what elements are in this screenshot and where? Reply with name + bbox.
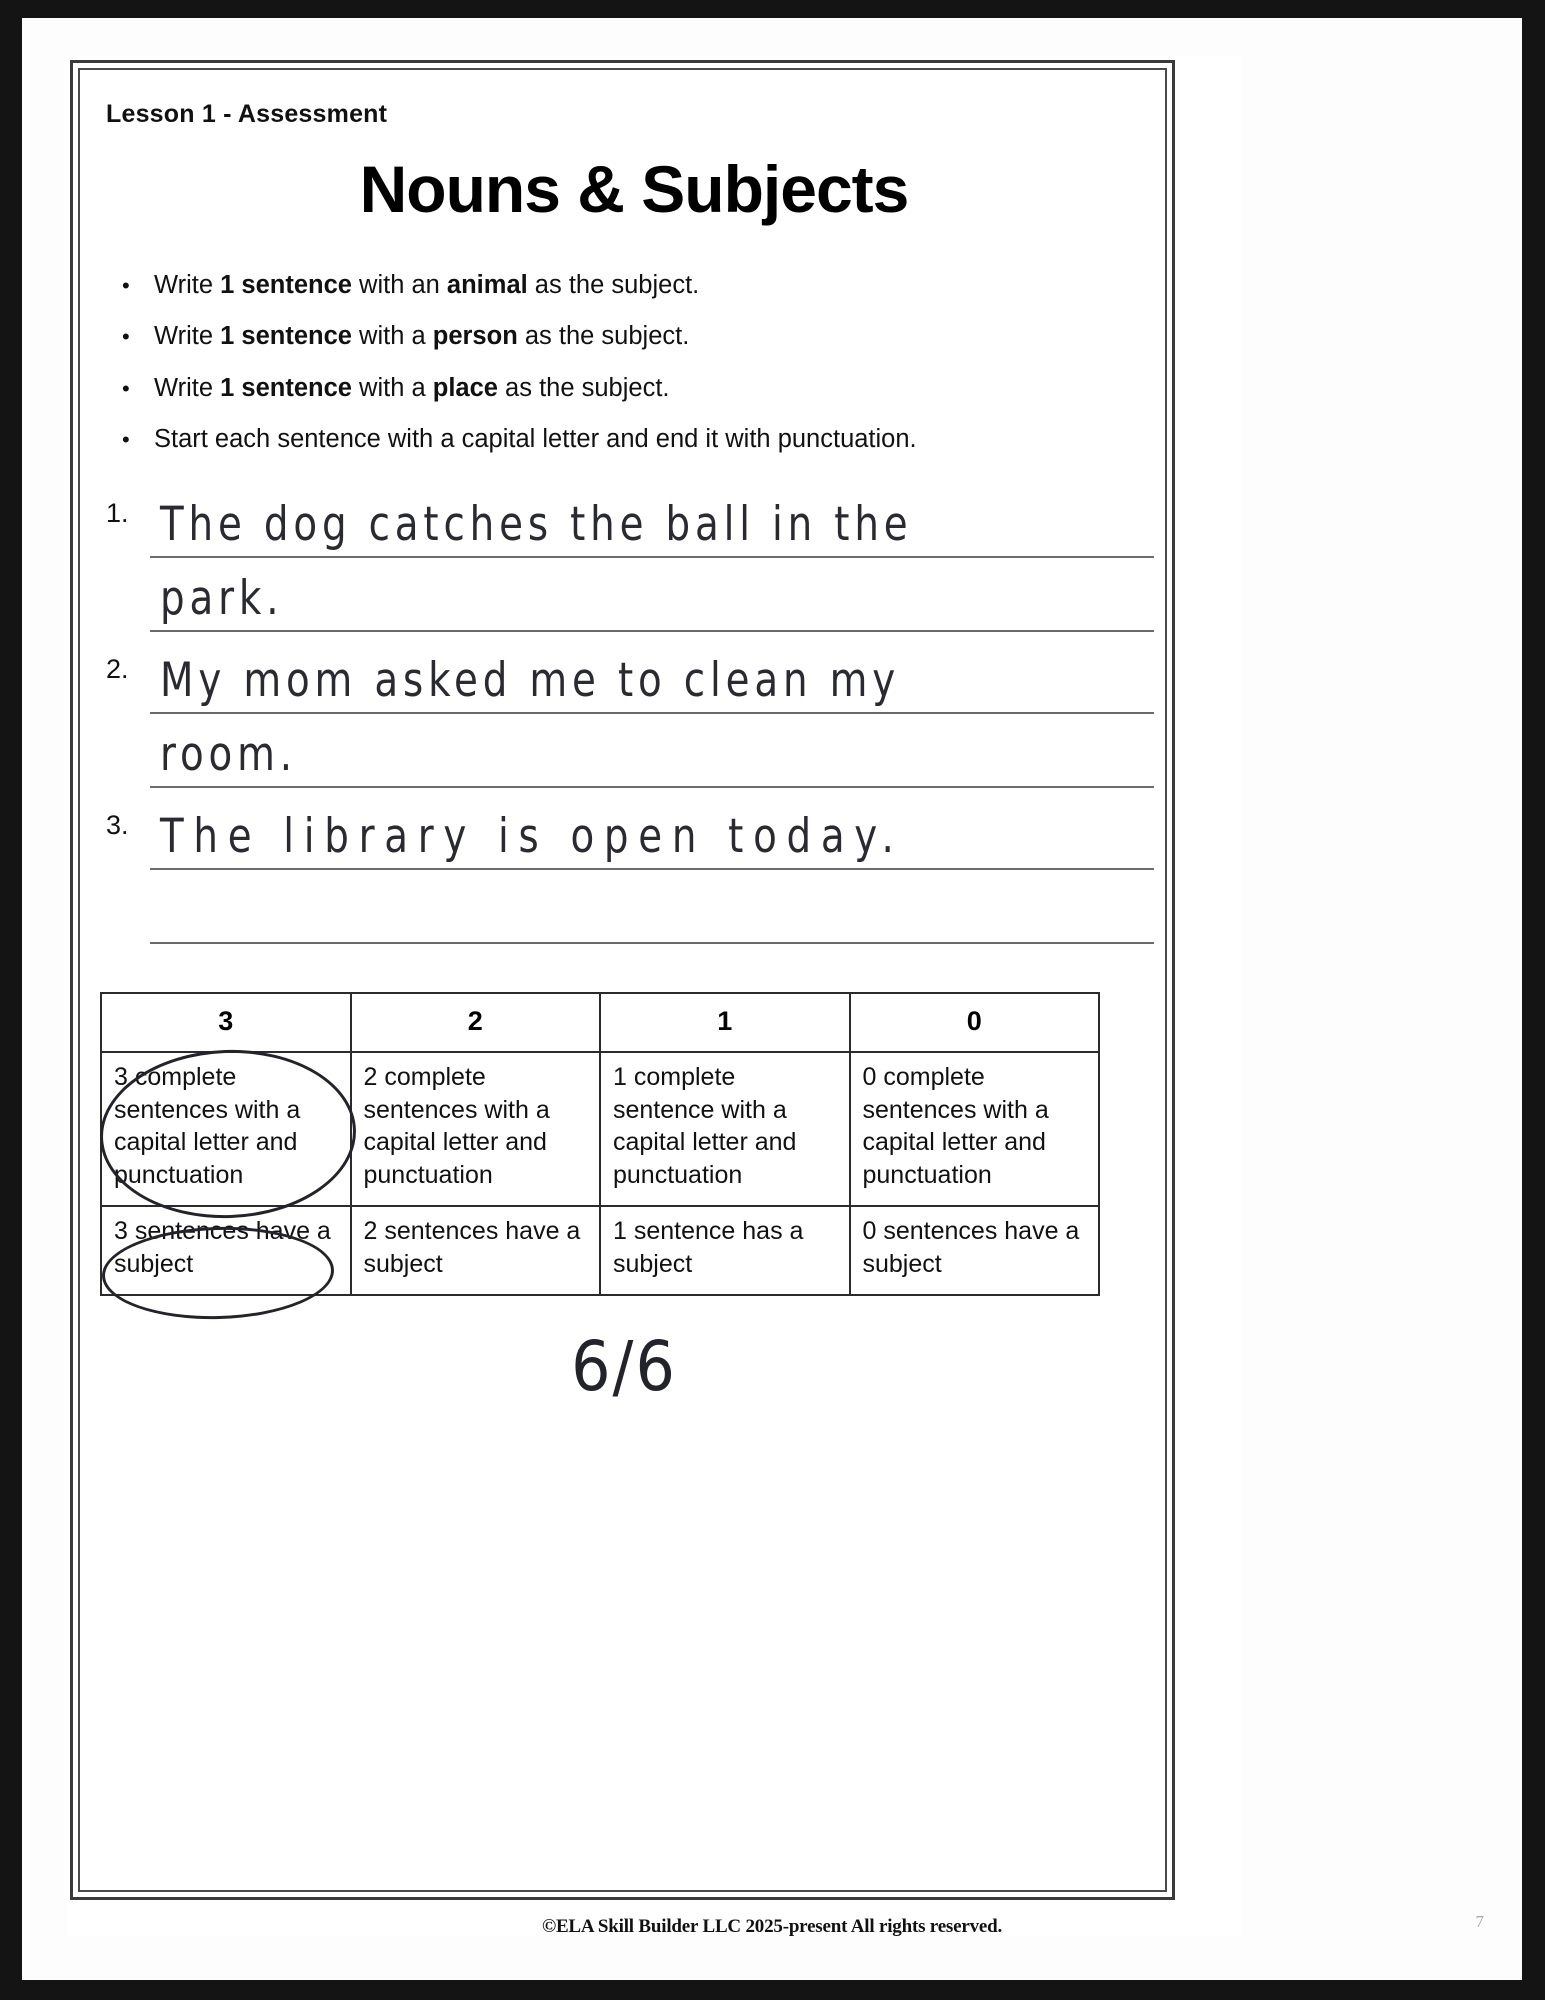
answer-line-3b[interactable]	[150, 870, 1154, 944]
instruction-text-2: Write 1 sentence with a person as the subject.	[154, 322, 690, 351]
worksheet-page	[22, 18, 1522, 1980]
rubric-cell-r2c1: 3 sentences have a subject	[101, 1206, 351, 1295]
answer-line-1a[interactable]	[150, 484, 1154, 558]
answer-line-2a[interactable]	[150, 640, 1154, 714]
rubric-cell-r2c4: 0 sentences have a subject	[850, 1206, 1100, 1295]
worksheet-content	[94, 82, 1154, 1407]
instruction-item-1	[108, 271, 1154, 300]
handwritten-score: 6/6	[571, 1326, 677, 1407]
bullet-icon: •	[122, 273, 130, 298]
rubric-cell-r1c2: 2 complete sentences with a capital letter and punctuation	[351, 1052, 601, 1206]
instruction-item-2	[108, 322, 1154, 351]
rubric-header-row	[101, 993, 1099, 1052]
rubric-header-2: 2	[351, 993, 601, 1052]
rubric-header-3: 3	[101, 993, 351, 1052]
handwritten-answer-2a: My mom asked me to clean my	[160, 653, 901, 709]
rubric-cell-r1c3: 1 complete sentence with a capital letter and punctuation	[600, 1052, 850, 1206]
bullet-icon: •	[122, 426, 130, 452]
answer-line-1b[interactable]	[150, 558, 1154, 632]
rubric-cell-r2c2: 2 sentences have a subject	[351, 1206, 601, 1295]
instruction-item-4	[108, 425, 1154, 454]
rubric-cell-r2c3: 1 sentence has a subject	[600, 1206, 850, 1295]
answer-block-2	[102, 640, 1154, 788]
instruction-item-3	[108, 374, 1154, 403]
rubric-header-0: 0	[850, 993, 1100, 1052]
answer-line-3a[interactable]	[150, 796, 1154, 870]
answer-block-3	[102, 796, 1154, 944]
footer	[22, 1916, 1522, 1938]
lesson-label: Lesson 1 - Assessment	[106, 100, 388, 128]
instruction-text-3: Write 1 sentence with a place as the subject.	[154, 373, 670, 402]
handwritten-answer-3a: The library is open today.	[160, 809, 904, 865]
bullet-icon: •	[122, 375, 130, 401]
rubric-cell-r1c1: 3 complete sentences with a capital letter and punctuation	[101, 1052, 351, 1206]
answer-block-1	[102, 484, 1154, 632]
answer-number-1: 1.	[106, 498, 129, 529]
page-title: Nouns & Subjects	[359, 152, 909, 226]
rubric-section	[94, 992, 1154, 1296]
handwritten-answer-1b: park.	[160, 571, 284, 627]
instruction-text-1: Write 1 sentence with an animal as the subject.	[154, 271, 700, 299]
rubric-table	[100, 992, 1100, 1296]
answer-number-3: 3.	[106, 810, 129, 841]
handwritten-answer-2b: room.	[160, 727, 297, 783]
handwritten-answer-1a: The dog catches the ball in the	[160, 497, 913, 553]
bullet-icon: •	[122, 324, 130, 350]
rubric-cell-r1c4: 0 complete sentences with a capital letter and punctuation	[850, 1052, 1100, 1206]
instructions-list	[108, 271, 1154, 454]
rubric-header-1: 1	[600, 993, 850, 1052]
rubric-row-subject	[101, 1206, 1099, 1295]
instruction-text-4: Start each sentence with a capital letter and end it with punctuation.	[154, 424, 917, 453]
rubric-row-punctuation	[101, 1052, 1099, 1206]
page-number: 7	[1475, 1912, 1484, 1931]
answer-lines-section	[102, 484, 1154, 944]
answer-number-2: 2.	[106, 654, 129, 685]
copyright-text: ©ELA Skill Builder LLC 2025-present All rights reserved.	[541, 1916, 1003, 1937]
answer-line-2b[interactable]	[150, 714, 1154, 788]
